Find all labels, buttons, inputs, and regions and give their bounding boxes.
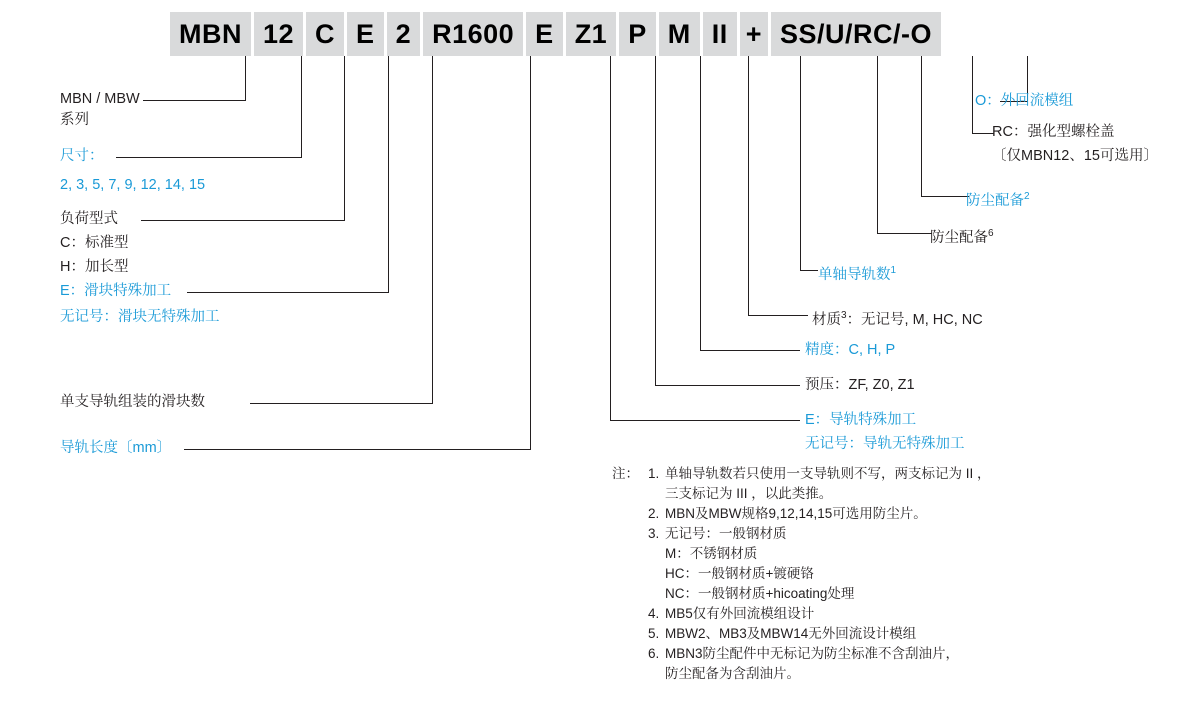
note-1-line-1: 单轴导轨数若只使用一支导轨则不写，两支标记为 II ， — [665, 466, 991, 481]
label-load-c: C：标准型 — [60, 235, 129, 251]
note-item-6 — [648, 644, 991, 664]
label-rail-machining-none: 无记号：导轨无特殊加工 — [805, 436, 965, 452]
label-rail-per-axis-sup: 1 — [890, 265, 897, 276]
label-size-title: 尺寸： — [60, 148, 104, 164]
leader-line-rail-machining-horizontal — [610, 420, 800, 421]
note-1-line-2: 三支标记为 III ，以此类推。 — [665, 486, 833, 501]
note-3-line-4: NC：一般钢材质+hicoating处理 — [665, 586, 855, 601]
label-rail-per-axis-text: 单轴导轨数 — [818, 266, 891, 283]
leader-line-rail-per-axis-vertical — [800, 56, 801, 270]
note-6-number: 6. — [648, 646, 660, 661]
label-series-line1: MBN / MBW — [60, 91, 140, 107]
leader-line-dust2-vertical — [921, 56, 922, 196]
leader-line-block-count-horizontal — [250, 403, 433, 404]
leader-line-size-horizontal — [116, 157, 302, 158]
label-size-values: 2, 3, 5, 7, 9, 12, 14, 15 — [60, 177, 206, 193]
note-item-5 — [648, 624, 991, 644]
code-cell-dust-options: SS/U/RC/-O — [771, 12, 941, 56]
label-rc-line1: RC：强化型螺栓盖 — [992, 124, 1115, 140]
label-o-module: O：外回流模组 — [975, 93, 1074, 109]
note-3-number: 3. — [648, 526, 660, 541]
leader-line-dust2-horizontal — [921, 196, 969, 197]
note-6-line-2: 防尘配备为含刮油片。 — [665, 666, 800, 681]
note-1-number: 1. — [648, 466, 660, 481]
leader-line-material-vertical — [748, 56, 749, 315]
label-rail-per-axis — [818, 260, 896, 286]
code-cell-series: MBN — [170, 12, 251, 56]
label-material-sup: 3 — [841, 310, 847, 321]
leader-line-preload-vertical — [655, 56, 656, 385]
leader-line-load-vertical — [344, 56, 345, 220]
code-cell-size: 12 — [254, 12, 303, 56]
note-item-4 — [648, 604, 991, 624]
notes-list — [648, 464, 991, 684]
label-block-count: 单支导轨组装的滑块数 — [60, 394, 205, 410]
leader-line-rail-length-horizontal — [184, 449, 531, 450]
label-block-machining-e: E：滑块特殊加工 — [60, 283, 172, 299]
label-dust2 — [966, 186, 1030, 212]
notes-header: 注： — [612, 466, 639, 481]
leader-line-block-machining-vertical — [388, 56, 389, 292]
label-dust2-text: 防尘配备 — [966, 192, 1024, 209]
code-cell-plus: + — [740, 12, 768, 56]
note-3-line-1: 无记号：一般钢材质 — [665, 526, 787, 541]
leader-line-block-machining-horizontal — [187, 292, 389, 293]
leader-line-rc-horizontal — [972, 133, 994, 134]
note-3-line-3: HC：一般钢材质+镀硬铬 — [665, 566, 814, 581]
leader-line-rail-machining-vertical — [610, 56, 611, 420]
code-cell-material: M — [659, 12, 700, 56]
leader-line-block-count-vertical — [432, 56, 433, 403]
label-accuracy: 精度：C, H, P — [805, 342, 896, 358]
code-cell-accuracy: P — [619, 12, 656, 56]
leader-line-series-vertical — [245, 56, 246, 100]
leader-line-rail-per-axis-horizontal — [800, 270, 818, 271]
code-cell-block-count: 2 — [387, 12, 421, 56]
label-rail-length: 导轨长度〔mm〕 — [60, 440, 172, 456]
note-5-line-1: MBW2、MB3及MBW14无外回流设计模组 — [665, 626, 917, 641]
label-dust6 — [930, 223, 994, 249]
note-4-number: 4. — [648, 606, 660, 621]
note-item-2 — [648, 504, 991, 524]
label-preload: 预压：ZF, Z0, Z1 — [805, 377, 915, 393]
leader-line-accuracy-horizontal — [700, 350, 800, 351]
note-item-3 — [648, 524, 991, 544]
leader-line-size-vertical — [301, 56, 302, 157]
note-2-line-1: MBN及MBW规格9,12,14,15可选用防尘片。 — [665, 506, 927, 521]
label-material — [812, 305, 983, 331]
label-material-text: 材质 — [812, 311, 841, 328]
leader-line-preload-horizontal — [655, 385, 800, 386]
leader-line-rail-length-vertical — [530, 56, 531, 449]
label-rc-line2: 〔仅MBN12、15可选用〕 — [992, 148, 1158, 164]
label-series-line2: 系列 — [60, 112, 89, 128]
leader-line-dust6-horizontal — [877, 233, 932, 234]
label-material-rest: ：无记号, M, HC, NC — [846, 311, 983, 328]
leader-line-series-horizontal — [143, 100, 246, 101]
label-dust6-sup: 6 — [988, 228, 994, 239]
code-cell-preload: Z1 — [566, 12, 617, 56]
label-dust2-sup: 2 — [1024, 191, 1030, 202]
code-cell-rail-per-axis: II — [703, 12, 737, 56]
label-dust6-text: 防尘配备 — [930, 229, 988, 246]
leader-line-material-horizontal — [748, 315, 808, 316]
note-5-number: 5. — [648, 626, 660, 641]
code-cell-rail-length: R1600 — [423, 12, 523, 56]
code-cell-load-type: C — [306, 12, 344, 56]
code-cell-rail-machining: E — [526, 12, 563, 56]
label-load-h: H：加长型 — [60, 259, 129, 275]
note-2-number: 2. — [648, 506, 660, 521]
leader-line-rc-vertical — [972, 56, 973, 133]
part-number-code-row — [170, 12, 941, 56]
label-block-machining-none: 无记号：滑块无特殊加工 — [60, 309, 220, 325]
leader-line-load-horizontal — [141, 220, 345, 221]
note-4-line-1: MB5仅有外回流模组设计 — [665, 606, 815, 621]
note-item-1 — [648, 464, 991, 484]
note-3-line-2: M：不锈钢材质 — [665, 546, 758, 561]
leader-line-dust6-vertical — [877, 56, 878, 233]
note-6-line-1: MBN3防尘配件中无标记为防尘标准不含刮油片， — [665, 646, 960, 661]
code-cell-block-machining: E — [347, 12, 384, 56]
label-rail-machining-e: E：导轨特殊加工 — [805, 412, 917, 428]
leader-line-accuracy-vertical — [700, 56, 701, 350]
label-load-title: 负荷型式 — [60, 211, 118, 227]
